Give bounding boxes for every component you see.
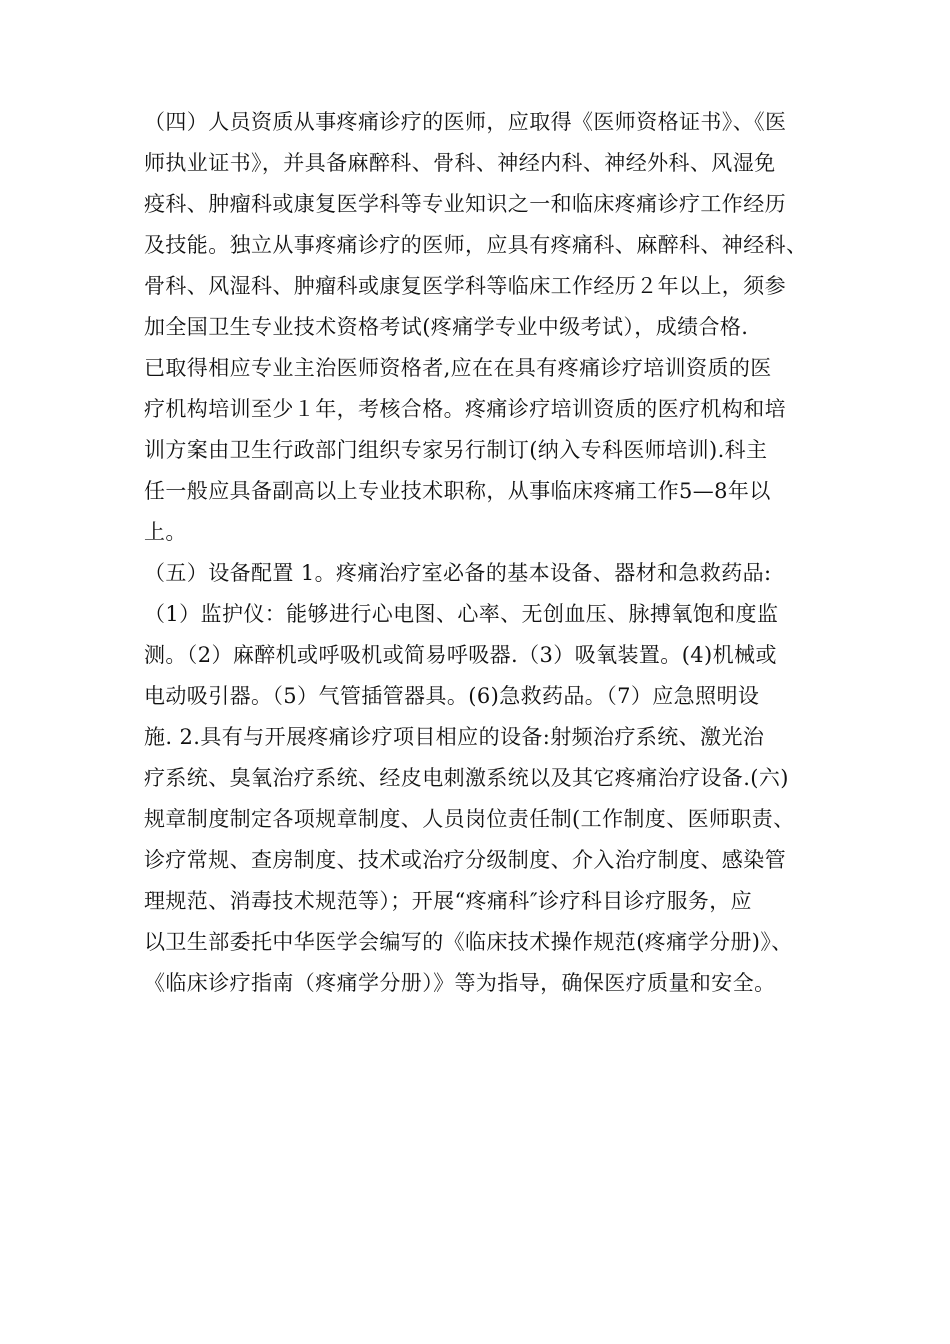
text-line: 训方案由卫生行政部门组织专家另行制订(纳入专科医师培训).科主 — [144, 438, 768, 462]
text-line: 电动吸引器。（5）气管插管器具。(6)急救药品。（7）应急照明设 — [144, 684, 760, 708]
text-line: 上。 — [144, 520, 187, 544]
text-line: 已取得相应专业主治医师资格者,应在在具有疼痛诊疗培训资质的医 — [144, 356, 772, 380]
text-line: 骨科、风湿科、肿瘤科或康复医学科等临床工作经历２年以上，须参 — [144, 274, 786, 298]
text-line: 任一般应具备副高以上专业技术职称，从事临床疼痛工作5—8年以 — [144, 479, 771, 503]
text-line: 《临床诊疗指南（疼痛学分册）》等为指导，确保医疗质量和安全。 — [144, 971, 776, 995]
text-line: （1）监护仪：能够进行心电图、心率、无创血压、脉搏氧饱和度监 — [144, 602, 779, 626]
text-line: （四）人员资质从事疼痛诊疗的医师，应取得《医师资格证书》、《医 — [144, 110, 787, 134]
text-line: 师执业证书》，并具备麻醉科、骨科、神经内科、神经外科、风湿免 — [144, 151, 776, 175]
text-line: 疗机构培训至少１年，考核合格。疼痛诊疗培训资质的医疗机构和培 — [144, 397, 786, 421]
text-line: 疗系统、臭氧治疗系统、经皮电刺激系统以及其它疼痛治疗设备.(六) — [144, 766, 789, 790]
body-text — [144, 102, 824, 1004]
text-line: （五）设备配置 1。疼痛治疗室必备的基本设备、器材和急救药品: — [144, 561, 772, 585]
text-line: 测。（2）麻醉机或呼吸机或简易呼吸器.（3）吸氧装置。(4)机械或 — [144, 643, 777, 667]
text-line: 加全国卫生专业技术资格考试(疼痛学专业中级考试），成绩合格. — [144, 315, 749, 339]
text-line: 疫科、肿瘤科或康复医学科等专业知识之一和临床疼痛诊疗工作经历 — [144, 192, 786, 216]
text-line: 诊疗常规、查房制度、技术或治疗分级制度、介入治疗制度、感染管 — [144, 848, 786, 872]
text-line: 施. 2.具有与开展疼痛诊疗项目相应的设备:射频治疗系统、激光治 — [144, 725, 765, 749]
text-line: 理规范、消毒技术规范等）；开展“疼痛科″诊疗科目诊疗服务，应 — [144, 889, 753, 913]
text-line: 规章制度制定各项规章制度、人员岗位责任制(工作制度、医师职责、 — [144, 807, 795, 831]
text-line: 及技能。独立从事疼痛诊疗的医师，应具有疼痛科、麻醉科、神经科、 — [144, 233, 808, 257]
text-line: 以卫生部委托中华医学会编写的《临床技术操作规范(疼痛学分册)》、 — [144, 930, 793, 954]
